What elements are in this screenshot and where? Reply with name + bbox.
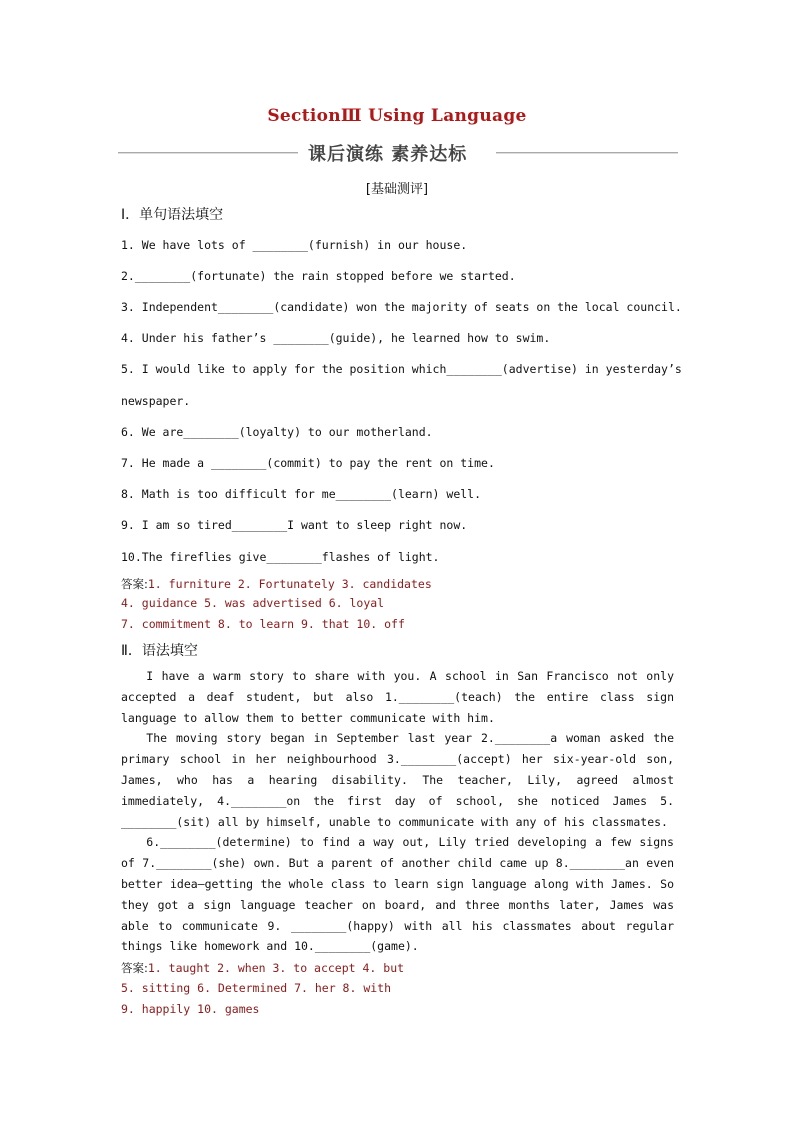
banner-text: 课后演练 素养达标 [308,144,468,165]
question-1: 1. We have lots of ________(furnish) in our house. [121,238,468,252]
passage-paragraph-2: The moving story began in September last year 2.________a woman asked the primary school in her neighbourhood 3.________(accept) her six-year-old son, James, who has a hearing disability. The teacher, Lily, agreed almost immediately, 4.________on the first day of school, she noticed James 5. ________(sit) all by himself, unable to communicate with any of his classmates. [121,731,674,829]
part1-heading: Ⅰ．单句语法填空 [121,207,224,223]
answer-text: 1. taught 2. when 3. to accept 4. but [147,961,405,975]
question-7: 7. He made a ________(commit) to pay the rent on time. [121,456,495,470]
part1-answer-line-1 [121,576,432,592]
question-5: 5. I would like to apply for the position which________(advertise) in yesterday’s [121,362,682,376]
question-4: 4. Under his father’s ________(guide), he learned how to swim. [121,331,551,345]
banner-left-rule [118,152,298,153]
part1-answer-line-3: 7. commitment 8. to learn 9. that 10. off [121,617,405,631]
question-8: 8. Math is too difficult for me________(learn) well. [121,487,482,501]
question-6: 6. We are________(loyalty) to our motherland. [121,425,433,439]
part2-answer-line-2: 5. sitting 6. Determined 7. her 8. with [121,981,392,995]
passage-paragraph-3: 6.________(determine) to find a way out, Lily tried developing a few signs of 7.________(she) own. But a parent of another child came up 8.________an even better idea—getting the whole class to learn sign language along with James. So they got a sign language teacher on board, and three months later, James was able to communicate 9. ________(happy) with all his classmates about regular things like homework and 10.________(game). [121,835,674,954]
part1-answer-line-2: 4. guidance 5. was advertised 6. loyal [121,596,385,610]
passage-paragraph-1: I have a warm story to share with you. A school in San Francisco not only accepted a deaf student, but also 1.________(teach) the entire class sign language to allow them to better communicate with him. [121,669,674,725]
part2-heading: Ⅱ．语法填空 [121,643,198,659]
question-10: 10.The fireflies give________flashes of light. [121,550,440,564]
answer-label: 答案: [121,577,148,591]
answer-label: 答案: [121,961,148,975]
part2-answer-line-1 [121,960,404,976]
section-banner [118,140,678,166]
question-2: 2.________(fortunate) the rain stopped before we started. [121,269,516,283]
question-5-cont: newspaper. [121,394,191,408]
subheading: [基础测评] [365,182,429,197]
part2-answer-line-3: 9. happily 10. games [121,1002,260,1016]
passage [121,666,674,957]
page-title: SectionⅢ Using Language [267,106,527,126]
banner-right-rule [496,152,678,153]
question-9: 9. I am so tired________I want to sleep right now. [121,518,468,532]
question-3: 3. Independent________(candidate) won the majority of seats on the local council. [121,300,682,314]
answer-text: 1. furniture 2. Fortunately 3. candidates [147,577,432,591]
